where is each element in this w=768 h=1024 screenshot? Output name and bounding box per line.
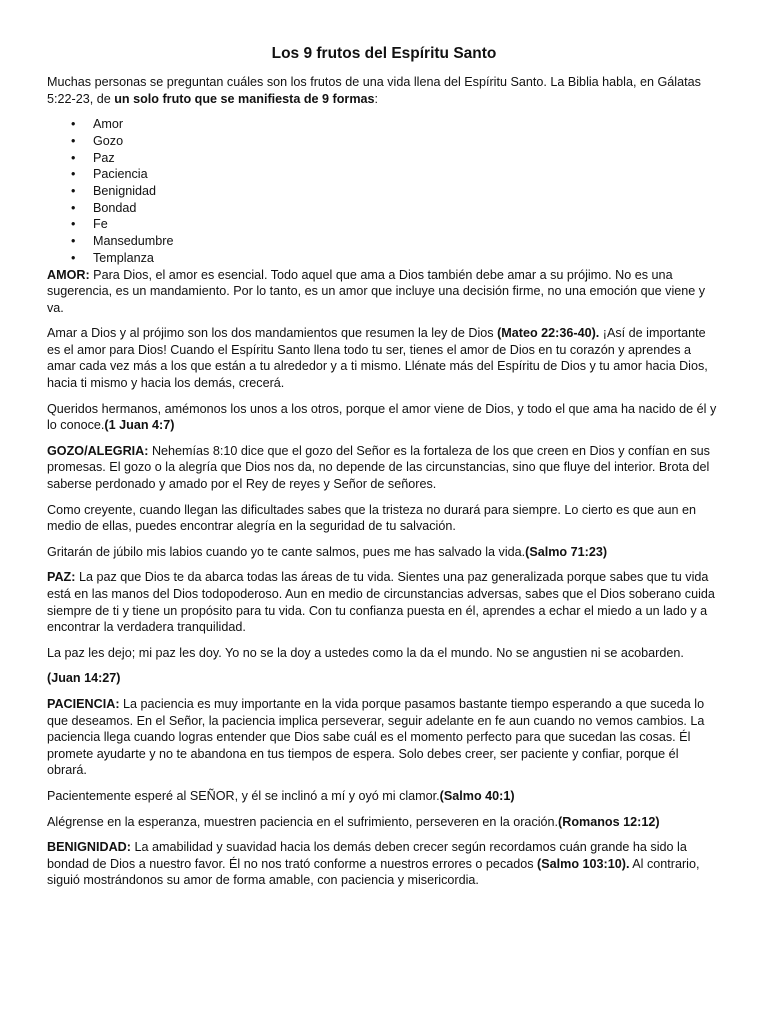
benignidad-text-a: La amabilidad y suavidad hacia los demás deben crecer según recordamos cuán grande ha sido la bondad de Dios a nuestro favor. Él no nos trató conforme a nuestros errores o pecados bbox=[47, 840, 687, 871]
gozo-verse bbox=[47, 544, 721, 561]
paciencia-verse-1-text: Pacientemente esperé al SEÑOR, y él se inclinó a mí y oyó mi clamor. bbox=[47, 788, 440, 803]
bullet-icon: • bbox=[71, 234, 76, 249]
amor-verse-text: Queridos hermanos, amémonos los unos a los otros, porque el amor viene de Dios, y todo el que ama ha nacido de él y lo conoce. bbox=[47, 401, 717, 433]
paciencia-verse-1 bbox=[47, 788, 721, 805]
list-item bbox=[68, 250, 721, 267]
gozo-heading: GOZO/ALEGRIA: bbox=[47, 443, 149, 458]
paciencia-heading: PACIENCIA: bbox=[47, 696, 120, 711]
fruits-list bbox=[47, 116, 721, 266]
intro-end: : bbox=[374, 91, 379, 106]
list-item-label: Benignidad bbox=[93, 184, 157, 198]
list-item-label: Paciencia bbox=[93, 167, 148, 182]
paciencia-verse-2-reference: (Romanos 12:12) bbox=[558, 814, 660, 829]
list-item bbox=[68, 116, 721, 133]
paz-paragraph bbox=[47, 569, 721, 635]
paz-verse-reference: (Juan 14:27) bbox=[47, 671, 121, 686]
page-title: Los 9 frutos del Espíritu Santo bbox=[271, 45, 497, 62]
gozo-verse-reference: (Salmo 71:23) bbox=[525, 544, 608, 559]
bullet-icon: • bbox=[71, 150, 76, 165]
amor-verse-reference: (1 Juan 4:7) bbox=[104, 418, 175, 433]
benignidad-text-b: Al contrario, siguió mostrándonos su amor de forma amable, con paciencia y misericordia. bbox=[47, 856, 700, 888]
paz-text: La paz que Dios te da abarca todas las áreas de tu vida. Sientes una paz generalizada porque sabes que tu vida está en las manos del Dios todopoderoso. Aun en medio de circunstancias adversas, sabes que el Dios soberano cuida siempre de ti y tiene un propósito para tu vida. Con tu confianza puesta en él, aprendes a echar el miedo a un lado y a encontrar la verdadera tranquilidad. bbox=[47, 570, 715, 635]
amor-text-2a: Amar a Dios y al prójimo son los dos mandamientos que resumen la ley de Dios bbox=[47, 326, 498, 341]
paciencia-text: La paciencia es muy importante en la vida porque pasamos bastante tiempo esperando a que suceda lo que deseamos. En el Señor, la paciencia implica perseverar, seguir adelante en fe aun cuando no vemos cambios. La paciencia llega cuando logras entender que Dios sabe cuál es el momento perfecto para que sucedan las cosas. Él promete ayudarte y no te abandona en tus tiempos de espera. Solo debes creer, ser paciente y confiar, porque él obrará. bbox=[47, 696, 705, 778]
list-item-label: Gozo bbox=[93, 133, 124, 148]
list-item bbox=[68, 166, 721, 183]
intro-paragraph bbox=[47, 74, 721, 107]
paciencia-paragraph bbox=[47, 696, 721, 779]
bullet-icon: • bbox=[71, 217, 76, 232]
amor-paragraph-2 bbox=[47, 325, 721, 391]
bullet-icon: • bbox=[71, 167, 76, 182]
list-item bbox=[68, 216, 721, 233]
amor-text-2b: ¡Así de importante es el amor para Dios! Cuando el Espíritu Santo llena todo tu ser, tienes el amor de Dios en tu corazón y aprendes a amar cada vez más a los que están a tu alrededor y a ti mismo. Llénate más del Espíritu de Dios y tu amor hacia Dios, hacia ti mismo y hacia los demás, crecerá. bbox=[47, 326, 708, 391]
benignidad-heading: BENIGNIDAD: bbox=[47, 840, 131, 855]
list-item-label: Amor bbox=[93, 117, 124, 132]
paz-heading: PAZ: bbox=[47, 570, 76, 585]
list-item-label: Bondad bbox=[93, 200, 137, 215]
paciencia-verse-2-text: Alégrense en la esperanza, muestren paciencia en el sufrimiento, perseveren en la oración. bbox=[47, 814, 559, 829]
benignidad-paragraph bbox=[47, 839, 721, 889]
gozo-verse-text: Gritarán de júbilo mis labios cuando yo te cante salmos, pues me has salvado la vida. bbox=[47, 544, 526, 559]
list-item-label: Templanza bbox=[93, 250, 154, 265]
bullet-icon: • bbox=[71, 184, 76, 198]
list-item bbox=[68, 150, 721, 167]
amor-reference: (Mateo 22:36-40). bbox=[497, 326, 600, 341]
paciencia-verse-2 bbox=[47, 814, 721, 831]
paz-verse bbox=[47, 645, 721, 662]
list-item-label: Paz bbox=[93, 150, 115, 165]
intro-text: Muchas personas se preguntan cuáles son los frutos de una vida llena del Espíritu Santo. La Biblia habla, en Gálatas 5:22-23, de bbox=[47, 75, 701, 106]
amor-text: Para Dios, el amor es esencial. Todo aquel que ama a Dios también debe amar a su prójimo. No es una sugerencia, es un mandamiento. Por lo tanto, es un amor que incluye una decisión firme, no una emoción que viene y va. bbox=[47, 267, 706, 315]
gozo-text-2: Como creyente, cuando llegan las dificultades sabes que la tristeza no durará para siempre. Lo cierto es que aun en medio de ellas, puedes encontrar alegría en la seguridad de tu salvación. bbox=[47, 502, 696, 534]
list-item-label: Mansedumbre bbox=[93, 234, 174, 249]
paz-verse-text: La paz les dejo; mi paz les doy. Yo no se la doy a ustedes como la da el mundo. No se angustien ni se acobarden. bbox=[47, 645, 684, 660]
amor-verse bbox=[47, 401, 721, 434]
list-item-label: Fe bbox=[93, 217, 108, 232]
list-item bbox=[68, 183, 721, 200]
gozo-paragraph bbox=[47, 443, 721, 493]
bullet-icon: • bbox=[71, 250, 76, 265]
bullet-icon: • bbox=[71, 117, 76, 132]
paz-verse-reference-line bbox=[47, 670, 721, 687]
list-item bbox=[68, 133, 721, 150]
intro-bold-text: un solo fruto que se manifiesta de 9 formas bbox=[114, 91, 375, 106]
bullet-icon: • bbox=[71, 133, 76, 148]
list-item bbox=[68, 233, 721, 250]
paciencia-verse-1-reference: (Salmo 40:1) bbox=[439, 788, 515, 803]
amor-paragraph bbox=[47, 267, 721, 317]
gozo-text: Nehemías 8:10 dice que el gozo del Señor es la fortaleza de los que creen en Dios y confían en sus promesas. El gozo o la alegría que Dios nos da, no depende de las circunstancias, sino que fluye del interior. Brota del saberse perdonado y amado por el Rey de reyes y Señor de señores. bbox=[47, 443, 710, 492]
bullet-icon: • bbox=[71, 200, 76, 215]
amor-heading: AMOR: bbox=[47, 267, 90, 282]
gozo-paragraph-2 bbox=[47, 502, 721, 535]
list-item bbox=[68, 200, 721, 217]
benignidad-reference: (Salmo 103:10). bbox=[537, 856, 630, 871]
